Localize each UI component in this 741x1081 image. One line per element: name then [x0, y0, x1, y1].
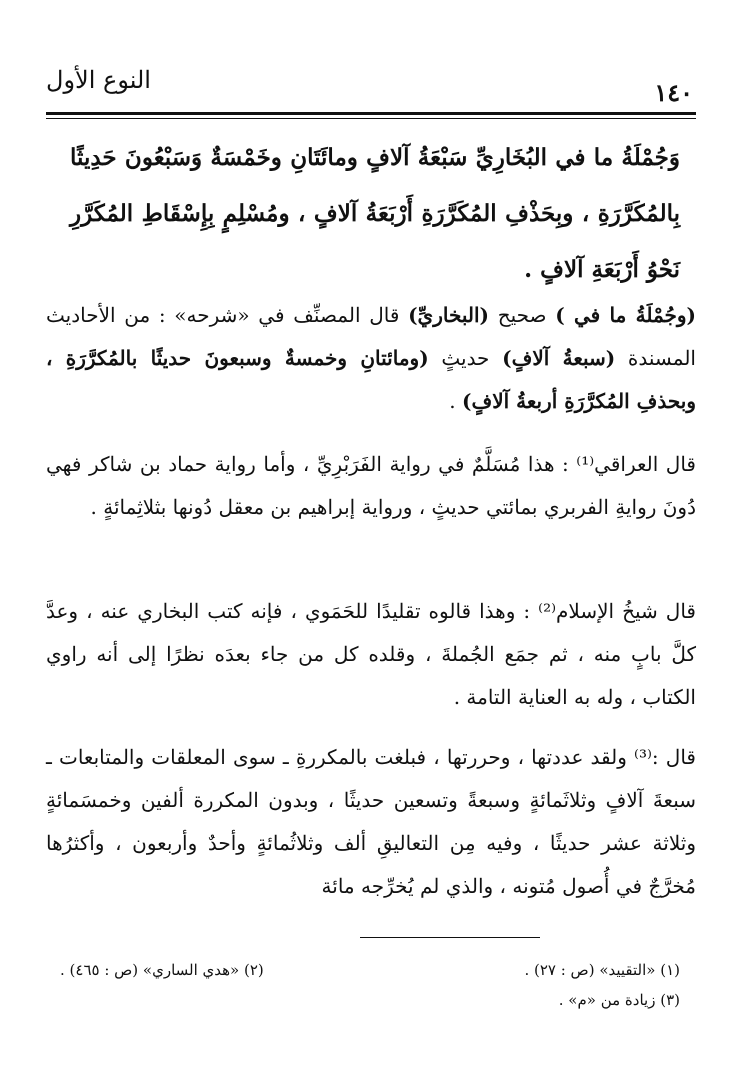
text-run: صحيح: [489, 303, 556, 327]
running-title: النوع الأول: [46, 66, 151, 94]
footnote-row: [60, 955, 680, 985]
footnote-row: [60, 985, 680, 1015]
text-run: قال المصنِّف في «شرحه» : من الأحاديث المسندة: [46, 303, 696, 370]
bold-phrase: (وجُمْلَةُ ما في ): [555, 303, 696, 327]
bold-phrase: (ومائتانِ وخمسةٌ وسبعونَ حديثًا بالمُكرَّرَةِ ، وبحذفِ المُكرَّرَةِ أربعةُ آلافٍ): [46, 346, 696, 413]
footnote-2: (٢) «هدي الساري» (ص : ٤٦٥) .: [60, 961, 264, 979]
header-rule-thick: [46, 112, 696, 115]
footnotes: [60, 955, 680, 1015]
page-number: ١٤٠: [654, 78, 693, 107]
text-run: حديثٍ: [428, 346, 503, 370]
header-rule-thin: [46, 118, 696, 119]
commentary-paragraph-1: [46, 294, 696, 423]
text-run: .: [449, 389, 462, 413]
bold-phrase: (سبعةُ آلافٍ): [502, 346, 616, 370]
bold-phrase: (البخاريِّ): [408, 303, 490, 327]
footnote-separator: [360, 937, 540, 938]
matn-text: وَجُمْلَةُ ما في البُخَارِيِّ سَبْعَةُ آلافٍ ومائَتَانِ وخَمْسَةٌ وَسَبْعُونَ حَدِيثًا بِالمُكَرَّرَةِ ، وبِحَذْفِ المُكَرَّرَةِ أَرْبَعَةُ آلافٍ ، ومُسْلِمٍ بِإِسْقَاطِ المُكَرَّرِ نَحْوُ أَرْبَعَةِ آلافٍ .: [70, 144, 680, 283]
page-header: [40, 60, 701, 108]
footnote-1: (١) «التقييد» (ص : ٢٧) .: [524, 961, 680, 979]
commentary-paragraph-3: قال شيخُ الإسلام⁽²⁾ : وهذا قالوه تقليدًا للحَمَوي ، فإنه كتب البخاري عنه ، وعدَّ كلَّ بابٍ منه ، ثم جمَع الجُملةَ ، وقلده كل من جاء بعدَه نظرًا إلى أنه راوي الكتاب ، وله به العناية التامة .: [46, 599, 696, 709]
footnote-3: (٣) زيادة من «م» .: [558, 991, 680, 1009]
commentary-paragraph-4: قال :⁽³⁾ ولقد عددتها ، وحررتها ، فبلغت بالمكررةِ ـ سوى المعلقات والمتابعات ـ سبعةَ آلافٍ وثلاثَمائةٍ وسبعةً وتسعين حديثًا ، وبدون المكررة ألفين وخمسَمائةٍ وثلاثة عشر حديثًا ، وفيه مِن التعاليقِ ألف وثلاثُمائةٍ وأحدٌ وأربعون ، وأكثرُها مُخرَّجٌ في أُصول مُتونه ، والذي لم يُخرِّجه مائة: [46, 745, 696, 898]
commentary-paragraph-2: قال العراقي⁽¹⁾ : هذا مُسَلَّمٌ في رواية الفَرَبْرِيِّ ، وأما رواية حماد بن شاكر فهي دُونَ روايةِ الفربري بمائتي حديثٍ ، ورواية إبراهيم بن معقل دُونها بثلاثِمائةٍ .: [46, 452, 696, 519]
